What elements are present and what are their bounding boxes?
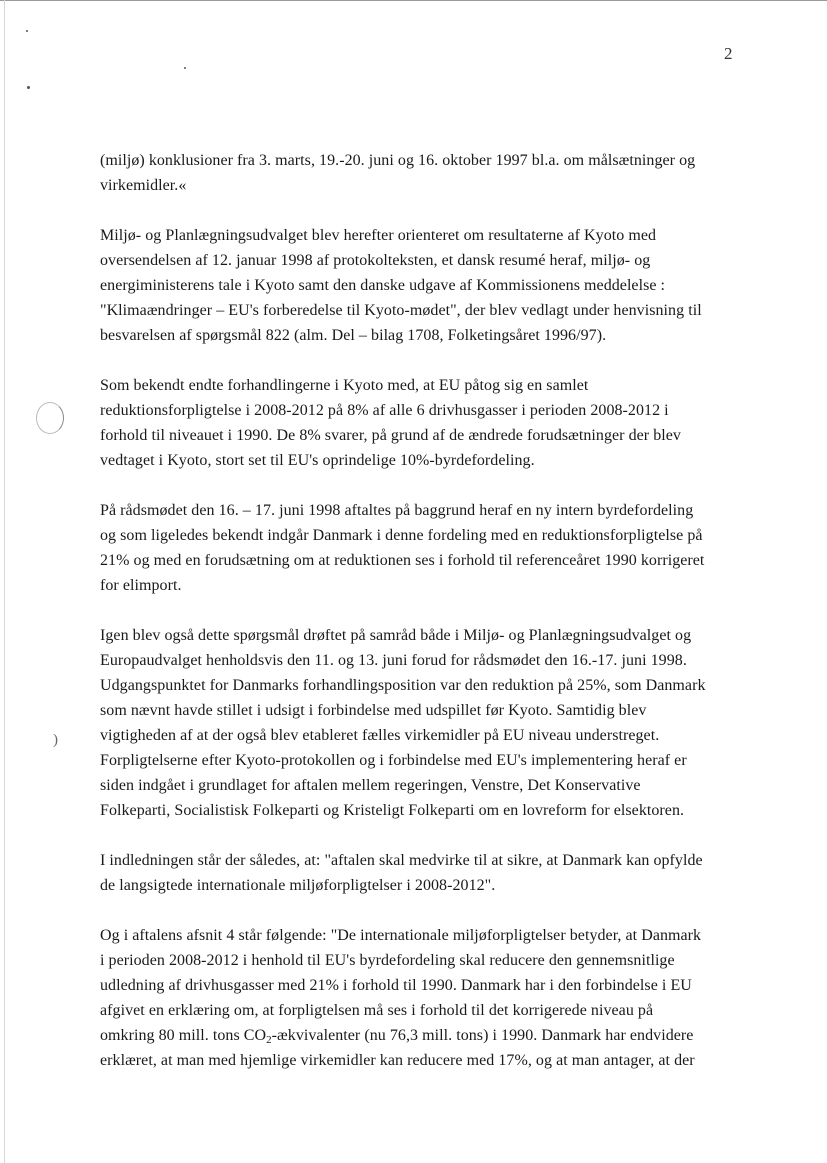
text-line: og som ligeledes bekendt indgår Danmark i denne fordeling med en reduktionsforpligtelse på	[100, 527, 703, 544]
document-body	[100, 148, 740, 1073]
text-line-co2	[100, 1023, 740, 1048]
text-line: forhold til niveauet i 1990. De 8% svarer, på grund af de ændrede forudsætninger der blev	[100, 427, 681, 444]
paragraph	[100, 623, 740, 823]
paragraph	[100, 223, 740, 348]
text-line: besvarelsen af spørgsmål 822 (alm. Del – bilag 1708, Folketingsåret 1996/97).	[100, 327, 607, 344]
margin-mark: )	[53, 732, 58, 748]
text-line: virkemidler.«	[100, 177, 187, 194]
scan-left-edge	[4, 0, 5, 1163]
text-line: Udgangspunktet for Danmarks forhandlingsposition var den reduktion på 25%, som Danmark	[100, 677, 706, 694]
scan-speck	[27, 86, 30, 89]
text-line: udledning af drivhusgasser med 21% i forhold til 1990. Danmark har i den forbindelse i EU	[100, 977, 692, 994]
text-line: reduktionsforpligtelse i 2008-2012 på 8% af alle 6 drivhusgasser i perioden 2008-2012 i	[100, 402, 669, 419]
text-line: Og i aftalens afsnit 4 står følgende: "De internationale miljøforpligtelser betyder, at Danmark	[100, 927, 702, 944]
text-line: i perioden 2008-2012 i henhold til EU's byrdefordeling skal reducere den gennemsnitlige	[100, 952, 675, 969]
text-line: som nævnt havde stillet i udsigt i forbindelse med udspillet før Kyoto. Samtidig blev	[100, 702, 647, 719]
text-line: energiministerens tale i Kyoto samt den danske udgave af Kommissionens meddelelse :	[100, 277, 666, 294]
scan-speck	[26, 30, 28, 32]
co2-line-after: -ækvivalenter (nu 76,3 mill. tons) i 1990. Danmark har endvidere	[271, 1027, 694, 1044]
scan-top-edge	[0, 0, 827, 1]
text-line: (miljø) konklusioner fra 3. marts, 19.-20. juni og 16. oktober 1997 bl.a. om målsætninger og	[100, 152, 696, 169]
text-line: vigtigheden af at der også blev etableret fælles virkemidler på EU niveau understreget.	[100, 727, 660, 744]
paragraph	[100, 923, 740, 1073]
text-line: erklæret, at man med hjemlige virkemidler kan reducere med 17%, og at man antager, at der	[100, 1052, 695, 1069]
text-line: I indledningen står der således, at: "aftalen skal medvirke til at sikre, at Danmark kan opfylde	[100, 852, 703, 869]
text-line: 21% og med en forudsætning om at reduktionen ses i forhold til referenceåret 1990 korrigeret	[100, 552, 705, 569]
page-number: 2	[724, 44, 733, 63]
text-line: afgivet en erklæring om, at forpligtelsen må ses i forhold til det korrigerede niveau på	[100, 1002, 654, 1019]
text-line: Forpligtelserne efter Kyoto-protokollen og i forbindelse med EU's implementering heraf er	[100, 752, 687, 769]
text-line: siden indgået i grundlaget for aftalen mellem regeringen, Venstre, Det Konservative	[100, 777, 641, 794]
text-line: På rådsmødet den 16. – 17. juni 1998 aftaltes på baggrund heraf en ny intern byrdefordeling	[100, 502, 694, 519]
text-line: Folkeparti, Socialistisk Folkeparti og Kristeligt Folkeparti om en lovreform for elsektoren.	[100, 802, 685, 819]
text-line: oversendelsen af 12. januar 1998 af protokolteksten, et dansk resumé heraf, miljø- og	[100, 252, 651, 269]
text-line: Som bekendt endte forhandlingerne i Kyoto med, at EU påtog sig en samlet	[100, 377, 589, 394]
text-line: Europaudvalget henholdsvis den 11. og 13. juni forud for rådsmødet den 16.-17. juni 1998.	[100, 652, 687, 669]
text-line: "Klimaændringer – EU's forberedelse til Kyoto-mødet", der blev vedlagt under henvisning til	[100, 302, 702, 319]
paragraph	[100, 848, 740, 898]
paragraph	[100, 373, 740, 473]
paragraph	[100, 498, 740, 598]
text-line: Miljø- og Planlægningsudvalget blev herefter orienteret om resultaterne af Kyoto med	[100, 227, 657, 244]
text-line: de langsigtede internationale miljøforpligtelser i 2008-2012".	[100, 877, 496, 894]
co2-subscript: 2	[266, 1034, 272, 1046]
text-line: for elimport.	[100, 577, 182, 594]
scan-speck	[184, 67, 186, 69]
text-line: Igen blev også dette spørgsmål drøftet på samråd både i Miljø- og Planlægningsudvalget og	[100, 627, 692, 644]
punch-hole-mark	[36, 402, 64, 434]
co2-line-before: omkring 80 mill. tons CO	[100, 1027, 267, 1044]
text-line: vedtaget i Kyoto, stort set til EU's oprindelige 10%-byrdefordeling.	[100, 452, 535, 469]
paragraph	[100, 148, 740, 198]
